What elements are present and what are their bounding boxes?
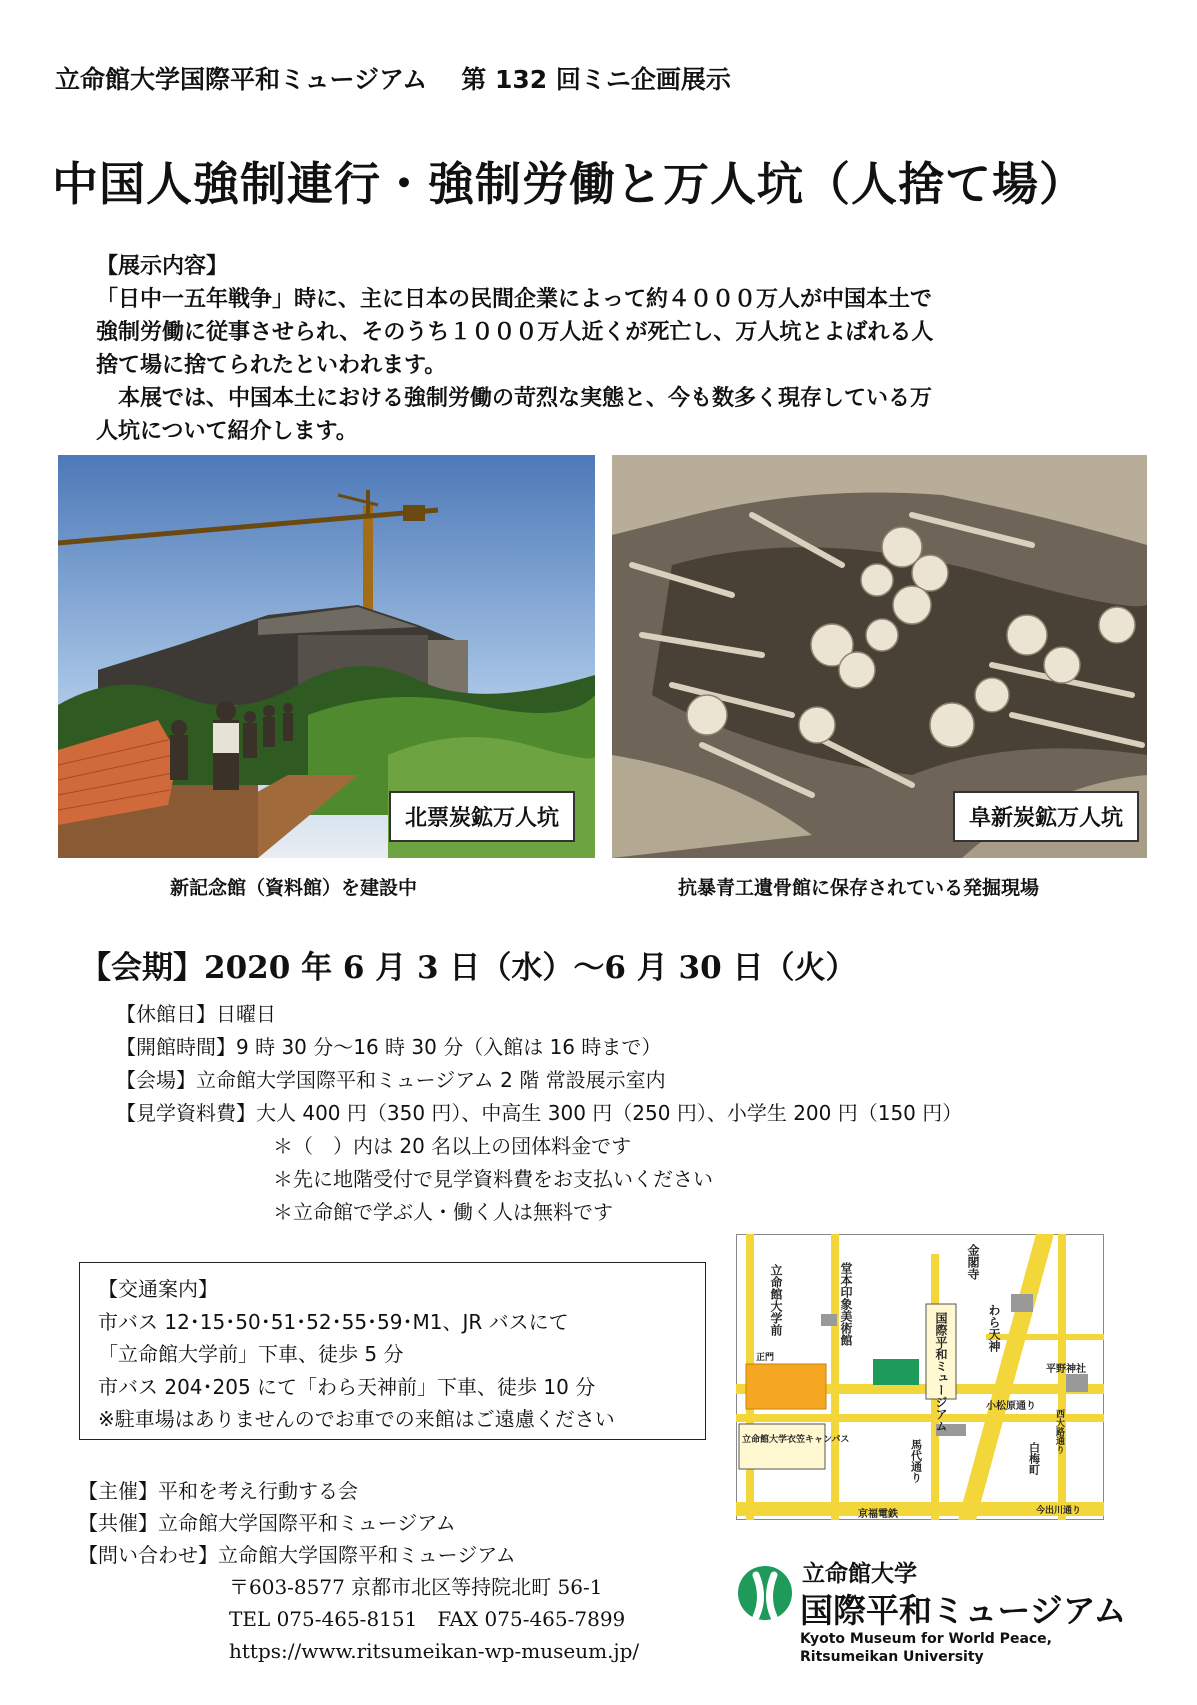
map-illustration: [736, 1234, 1104, 1520]
access-line: 「立命館大学前」下車、徒歩 5 分: [98, 1342, 404, 1366]
photo-label-fuxin: 阜新炭鉱万人坑: [953, 791, 1139, 842]
map-insho-marker: [821, 1314, 837, 1326]
host: 【主催】平和を考え行動する会: [78, 1479, 358, 1503]
logo-english-2: Ritsumeikan University: [800, 1649, 984, 1665]
fee-note: ＊先に地階受付で見学資料費をお支払いください: [273, 1167, 713, 1191]
photo-beipiao: [58, 455, 595, 858]
description-line: 捨て場に捨てられたといわれます。: [96, 353, 447, 378]
exhibition-period: 【会期】2020 年 6 月 3 日（水）～6 月 30 日（火）: [80, 950, 857, 986]
logo-english-1: Kyoto Museum for World Peace,: [800, 1631, 1052, 1647]
photo-fuxin: [612, 455, 1147, 858]
map-label-imadegawa: 今出川通り: [1036, 1506, 1082, 1516]
co-host: 【共催】立命館大学国際平和ミュージアム: [78, 1511, 456, 1535]
photo-caption-left: 新記念館（資料館）を建設中: [170, 877, 418, 899]
map-label-insho: 堂本印象美術館: [839, 1262, 853, 1346]
description-line: 「日中一五年戦争」時に、主に日本の民間企業によって約４０００万人が中国本土で: [96, 287, 933, 312]
visitor-info: [116, 998, 962, 1229]
map-label-komatsubara: 小松原通り: [986, 1401, 1036, 1412]
map-label-babadai: 馬代通り: [909, 1439, 923, 1483]
access-map: [736, 1234, 1104, 1520]
venue: 【会場】立命館大学国際平和ミュージアム 2 階 常設展示室内: [116, 1068, 666, 1092]
contact: 【問い合わせ】立命館大学国際平和ミュージアム: [78, 1543, 516, 1567]
map-label-wara: わら天神: [987, 1304, 1001, 1352]
address: 〒603-8577 京都市北区等持院北町 56-1: [229, 1575, 603, 1599]
map-campus-block: [746, 1364, 826, 1409]
access-line: 市バス 12･15･50･51･52･55･59･M1、JR バスにて: [98, 1309, 569, 1334]
museum-logo: [736, 1555, 1136, 1665]
fee-note: ＊立命館で学ぶ人・働く人は無料です: [273, 1200, 613, 1224]
map-label-randen: 京福電鉄: [858, 1509, 898, 1520]
shrine-gate-icon: [1066, 1374, 1088, 1392]
map-museum-building: [873, 1359, 919, 1385]
photo-caption-right: 抗暴青工遺骨館に保存されている発掘現場: [678, 877, 1040, 899]
map-label-bus-stop: 立命館大学前: [769, 1264, 783, 1336]
logo-museum-name: 国際平和ミュージアム: [800, 1591, 1127, 1630]
map-label-campus: 立命館大学衣笠キャンパス: [742, 1435, 850, 1445]
description-line: 強制労働に従事させられ、そのうち１０００万人近くが死亡し、万人坑とよばれる人: [96, 320, 934, 345]
admission-fee: 【見学資料費】大人 400 円（350 円）、中高生 300 円（250 円）、小学生 200 円（150 円）: [116, 1101, 963, 1125]
access-heading: 【交通案内】: [98, 1277, 218, 1301]
map-label-nishioji: 西大路通り: [1054, 1409, 1064, 1454]
description-line: 人坑について紹介します。: [96, 419, 358, 444]
header-museum: 立命館大学国際平和ミュージアム: [55, 65, 428, 94]
opening-hours: 【開館時間】9 時 30 分～16 時 30 分（入館は 16 時まで）: [116, 1035, 662, 1059]
access-info-box: [79, 1262, 706, 1440]
photo-label-beipiao: 北票炭鉱万人坑: [389, 791, 575, 842]
tel-fax: TEL 075-465-8151 FAX 075-465-7899: [229, 1607, 626, 1631]
shrine-gate-icon: [1011, 1294, 1033, 1312]
map-label-museum: 国際平和ミュージアム: [934, 1312, 948, 1432]
map-label-kinkakuji: 金閣寺: [966, 1244, 980, 1280]
description-line: 本展では、中国本土における強制労働の苛烈な実態と、今も数多く現存している万: [96, 386, 933, 411]
closed-days: 【休館日】日曜日: [116, 1002, 276, 1026]
logo-university: 立命館大学: [802, 1561, 917, 1587]
museum-logo-icon: [736, 1563, 794, 1623]
fee-note: ＊（ ）内は 20 名以上の団体料金です: [273, 1134, 632, 1158]
organizers: [78, 1475, 639, 1667]
header-line: [55, 60, 731, 96]
exhibit-description: [96, 250, 1096, 448]
map-label-shiraume: 白梅町: [1027, 1442, 1041, 1475]
page-title: 中国人強制連行・強制労働と万人坑（人捨て場）: [52, 157, 1086, 211]
map-campus-label-box: [739, 1424, 825, 1469]
description-heading: 【展示内容】: [96, 254, 229, 279]
access-line: ※駐車場はありませんのでお車での来館はご遠慮ください: [98, 1407, 615, 1431]
website-url[interactable]: https://www.ritsumeikan-wp-museum.jp/: [229, 1639, 640, 1663]
access-line: 市バス 204･205 にて「わら天神前」下車、徒歩 10 分: [98, 1374, 596, 1399]
header-series: 第 132 回ミニ企画展示: [461, 65, 731, 94]
map-label-hirano: 平野神社: [1046, 1364, 1086, 1375]
map-label-seimon: 正門: [756, 1353, 775, 1363]
